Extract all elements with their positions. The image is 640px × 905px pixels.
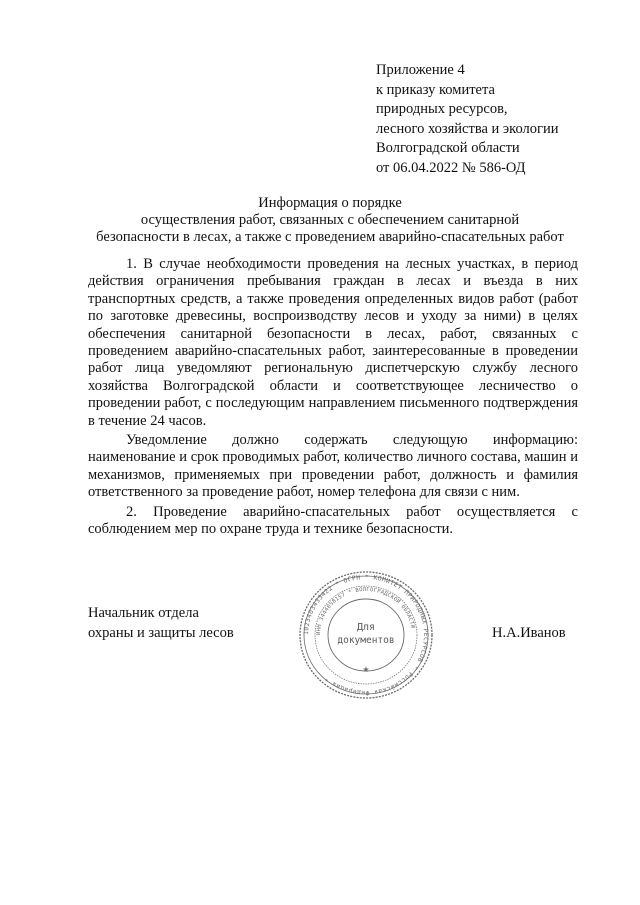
body-paragraph-2: Уведомление должно содержать следующую информацию: наименование и срок проводимых работ, количество личного состава, машин и механизмов, применяемых при проведении работ, должность и фамилия ответственного за проведение работ, номер телефона для связи с ним. [88,432,578,501]
stamp-center-line1: Для [356,622,376,633]
appendix-line: Волгоградской области [376,140,520,157]
appendix-line: природных ресурсов, [376,101,508,118]
stamp-center-line2: документов [337,635,395,646]
body-paragraph-1: 1. В случае необходимости проведения на лесных участках, в период действия ограничения пребывания граждан в лесах и въезда в них транспортных средств, а также проведения определенных видов работ (работ по заготовке древесины, воспроизводству лесов и уходу за ними) в целях обеспечения санитарной безопасности в лесах, работ, связанных с проведением аварийно-спасательных работ, заинтересованные в проведении работ лица уведомляют региональную диспетчерскую службу лесного хозяйства Волгоградской области и соответствующее лесничество о проведении работ, с последующим направлением письменного подтверждения в течение 24 часов. [88,256,578,429]
appendix-line: Приложение 4 [376,62,465,78]
appendix-line: к приказу комитета [376,81,495,98]
body-paragraph-3: 2. Проведение аварийно-спасательных работ осуществляется с соблюдением мер по охране труда и технике безопасности. [88,503,578,538]
stamp-inner-ring-textpath: ИНН 3444058157 * ВОЛГОГРАДСКОЙ ОБЛАСТИ [315,586,416,636]
official-seal-icon [296,570,436,700]
document-body [88,256,578,541]
appendix-block [376,61,616,179]
stamp-star-icon: ★ [362,665,370,674]
signatory-name: Н.А.Иванов [492,625,566,641]
title-line: Информация о порядке [258,195,402,211]
position-line: Начальник отдела [88,605,199,621]
title-line: безопасности в лесах, а также с проведением аварийно-спасательных работ [96,229,564,245]
position-line: охраны и защиты лесов [88,625,234,641]
document-title [80,195,580,246]
stamp-ring-textpath: 1023403433422 * ОГРН * КОМИТЕТ ПРИРОДНЫХ РЕСУРСОВ * Российская Федерация * [302,573,430,697]
signatory-position [88,603,234,643]
title-line: осуществления работ, связанных с обеспечением санитарной [140,212,520,228]
appendix-line: от 06.04.2022 № 586-ОД [376,159,526,176]
appendix-line: лесного хозяйства и экологии [376,120,559,137]
